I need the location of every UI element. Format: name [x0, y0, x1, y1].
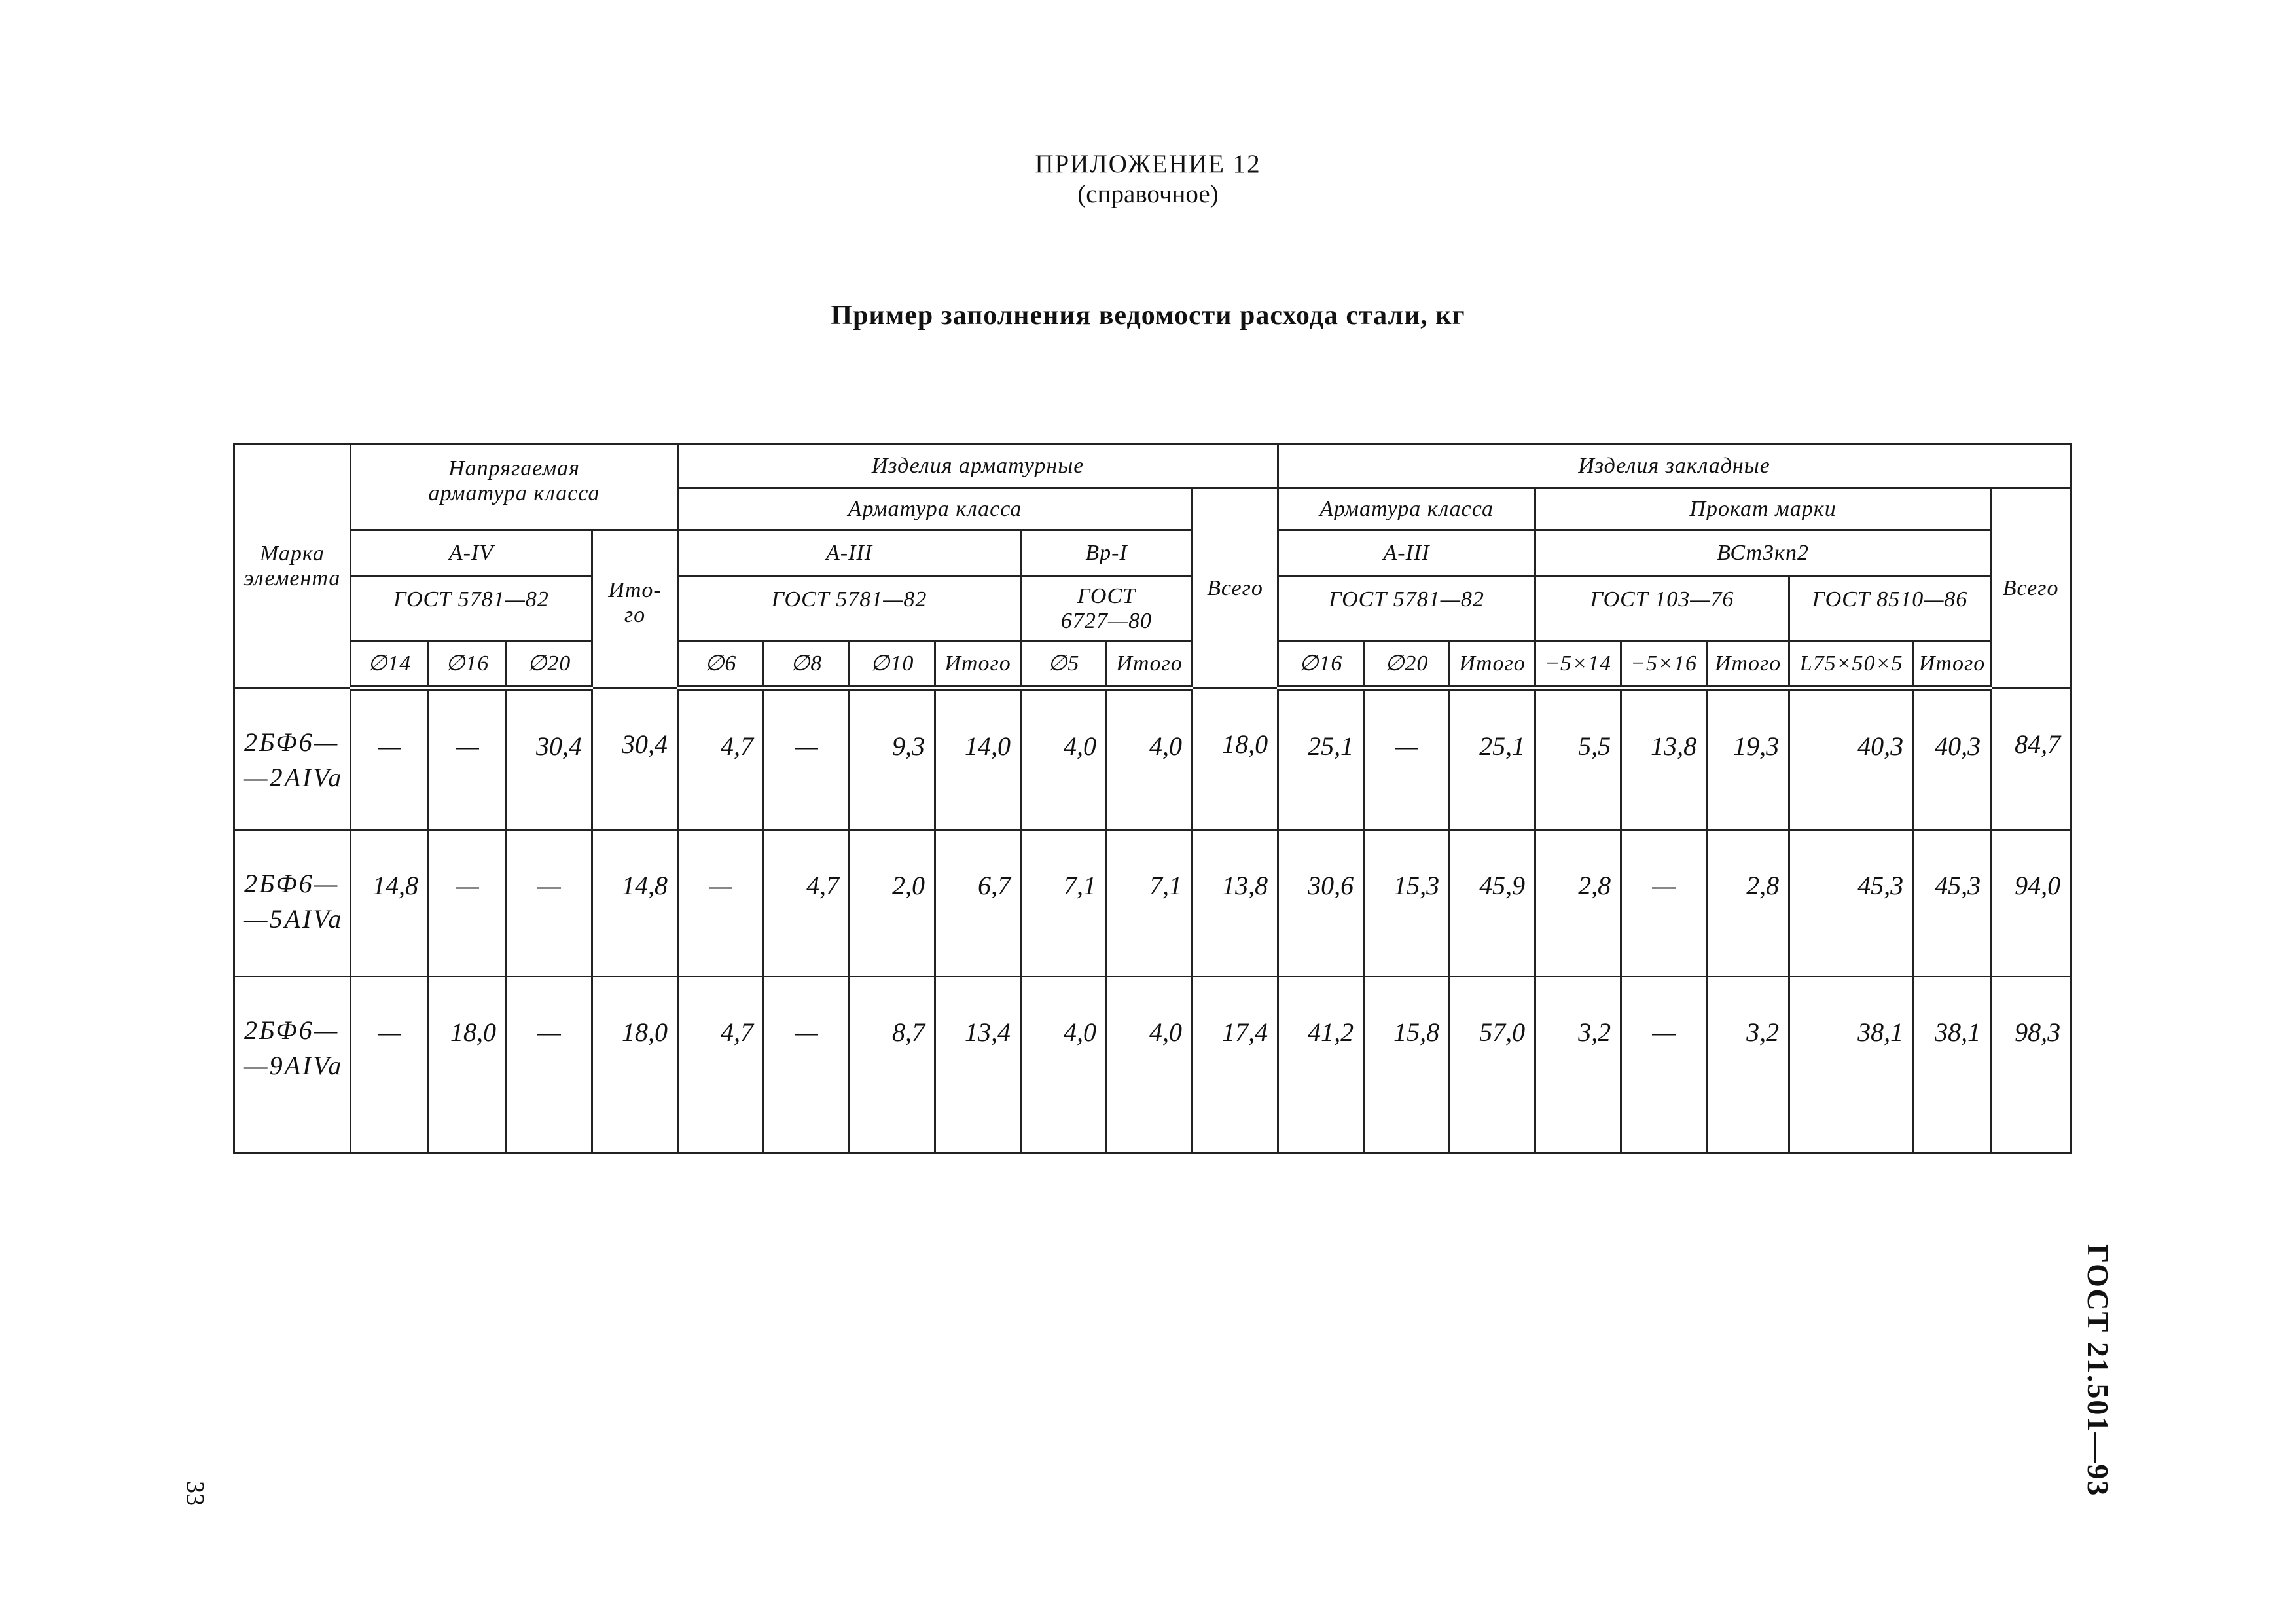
header-class-bp1: Bp-I — [1021, 530, 1193, 576]
size-d5: ∅5 — [1021, 642, 1107, 689]
size-d16: ∅16 — [429, 642, 507, 689]
header-rolled-grade: Прокат марки — [1535, 488, 1991, 530]
table-cell: 4,7 — [764, 830, 850, 977]
table-cell: — — [507, 830, 592, 977]
header-class-a3: A-III — [678, 530, 1021, 576]
header-gost-8510: ГОСТ 8510—86 — [1789, 576, 1991, 642]
size-strip-5x16: −5×16 — [1621, 642, 1707, 689]
table-cell: 40,3 — [1789, 689, 1914, 830]
table-cell: 13,4 — [935, 977, 1021, 1154]
table-cell: 4,7 — [678, 689, 764, 830]
header-class-a4: A-IV — [351, 530, 592, 576]
header-itogo-prestressed: Ито- го — [592, 530, 678, 689]
table-cell: 14,0 — [935, 689, 1021, 830]
header-total-reinforcing: Всего — [1193, 488, 1278, 689]
table-cell: 14,8 — [592, 830, 678, 977]
table-cell: — — [678, 830, 764, 977]
size-d20: ∅20 — [507, 642, 592, 689]
header-reinforcing-products: Изделия арматурные — [678, 444, 1278, 488]
header-rebar-class-embedded: Арматура класса — [1278, 488, 1535, 530]
size-itogo-gost8510: Итого — [1914, 642, 1991, 689]
size-d6: ∅6 — [678, 642, 764, 689]
size-d16-embedded: ∅16 — [1278, 642, 1364, 689]
size-d8: ∅8 — [764, 642, 850, 689]
table-cell: 3,2 — [1707, 977, 1789, 1154]
table-title: Пример заполнения ведомости расхода стали, кг — [831, 301, 1465, 331]
table-cell: 98,3 — [1991, 977, 2071, 1154]
table-cell: 38,1 — [1914, 977, 1991, 1154]
table-cell: — — [1364, 689, 1450, 830]
table-cell: 38,1 — [1789, 977, 1914, 1154]
header-rebar-class: Арматура класса — [678, 488, 1193, 530]
table-cell: 4,0 — [1107, 977, 1193, 1154]
standard-number-label: ГОСТ 21.501—93 — [2081, 1244, 2115, 1497]
header-total-embedded: Всего — [1991, 488, 2071, 689]
table-cell: 94,0 — [1991, 830, 2071, 977]
table-cell: 18,0 — [592, 977, 678, 1154]
table-cell: 2,8 — [1535, 830, 1621, 977]
table-row — [234, 689, 2071, 830]
size-itogo-a3: Итого — [935, 642, 1021, 689]
table-cell: 45,3 — [1789, 830, 1914, 977]
table-cell: 41,2 — [1278, 977, 1364, 1154]
table-cell: 6,7 — [935, 830, 1021, 977]
table-cell: 45,3 — [1914, 830, 1991, 977]
table-row — [234, 830, 2071, 977]
header-gost-5781-c: ГОСТ 5781—82 — [1278, 576, 1535, 642]
table-cell: 7,1 — [1021, 830, 1107, 977]
table-cell: — — [351, 689, 429, 830]
table-cell: 40,3 — [1914, 689, 1991, 830]
appendix-type: (справочное) — [1077, 180, 1219, 208]
row-mark: 2БФ6— —5AIVa — [234, 830, 351, 977]
table-row — [234, 977, 2071, 1154]
steel-consumption-table — [233, 443, 2072, 1154]
table-cell: 84,7 — [1991, 689, 2071, 830]
table-cell: — — [764, 689, 850, 830]
table-cell: 57,0 — [1450, 977, 1535, 1154]
table-cell: 30,4 — [507, 689, 592, 830]
table-cell: 14,8 — [351, 830, 429, 977]
table-cell: — — [1621, 830, 1707, 977]
size-itogo-a3-embedded: Итого — [1450, 642, 1535, 689]
table-cell: — — [1621, 977, 1707, 1154]
header-gost-6727: ГОСТ 6727—80 — [1021, 576, 1193, 642]
table-cell: 19,3 — [1707, 689, 1789, 830]
table-cell: 3,2 — [1535, 977, 1621, 1154]
table-cell: 15,8 — [1364, 977, 1450, 1154]
appendix-title: ПРИЛОЖЕНИЕ 12 — [1035, 150, 1261, 178]
header-embedded-products: Изделия закладные — [1278, 444, 2071, 488]
header-mark: Марка элемента — [234, 444, 351, 689]
table-cell: 7,1 — [1107, 830, 1193, 977]
size-itogo-bp1: Итого — [1107, 642, 1193, 689]
table-cell: 9,3 — [850, 689, 935, 830]
table-cell: 4,0 — [1021, 977, 1107, 1154]
table-cell: 5,5 — [1535, 689, 1621, 830]
row-mark: 2БФ6— —9AIVa — [234, 977, 351, 1154]
size-itogo-gost103: Итого — [1707, 642, 1789, 689]
table-cell: 18,0 — [429, 977, 507, 1154]
table-cell: 2,8 — [1707, 830, 1789, 977]
table-cell: 2,0 — [850, 830, 935, 977]
table-cell: 25,1 — [1450, 689, 1535, 830]
table-cell: 4,0 — [1107, 689, 1193, 830]
table-cell: 17,4 — [1193, 977, 1278, 1154]
table-cell: 18,0 — [1193, 689, 1278, 830]
size-angle-75x50x5: L75×50×5 — [1789, 642, 1914, 689]
table-cell: 15,3 — [1364, 830, 1450, 977]
header-class-a3-embedded: A-III — [1278, 530, 1535, 576]
table-cell: — — [429, 830, 507, 977]
table-cell: — — [351, 977, 429, 1154]
table-cell: 30,4 — [592, 689, 678, 830]
header-prestressed: Напрягаемая арматура класса — [351, 444, 678, 530]
table-cell: 45,9 — [1450, 830, 1535, 977]
table-cell: 13,8 — [1193, 830, 1278, 977]
header-grade-vst: ВСт3кп2 — [1535, 530, 1991, 576]
header-gost-5781-a: ГОСТ 5781—82 — [351, 576, 592, 642]
table-cell: — — [764, 977, 850, 1154]
table-cell: — — [507, 977, 592, 1154]
table-cell: 30,6 — [1278, 830, 1364, 977]
table-cell: 4,7 — [678, 977, 764, 1154]
table-cell: — — [429, 689, 507, 830]
table-cell: 4,0 — [1021, 689, 1107, 830]
header-gost-5781-b: ГОСТ 5781—82 — [678, 576, 1021, 642]
table-cell: 13,8 — [1621, 689, 1707, 830]
row-mark: 2БФ6— —2AIVa — [234, 689, 351, 830]
size-strip-5x14: −5×14 — [1535, 642, 1621, 689]
page-number: 33 — [181, 1481, 209, 1506]
size-d10: ∅10 — [850, 642, 935, 689]
size-d14: ∅14 — [351, 642, 429, 689]
header-gost-103: ГОСТ 103—76 — [1535, 576, 1789, 642]
table-cell: 8,7 — [850, 977, 935, 1154]
table-cell: 25,1 — [1278, 689, 1364, 830]
size-d20-embedded: ∅20 — [1364, 642, 1450, 689]
